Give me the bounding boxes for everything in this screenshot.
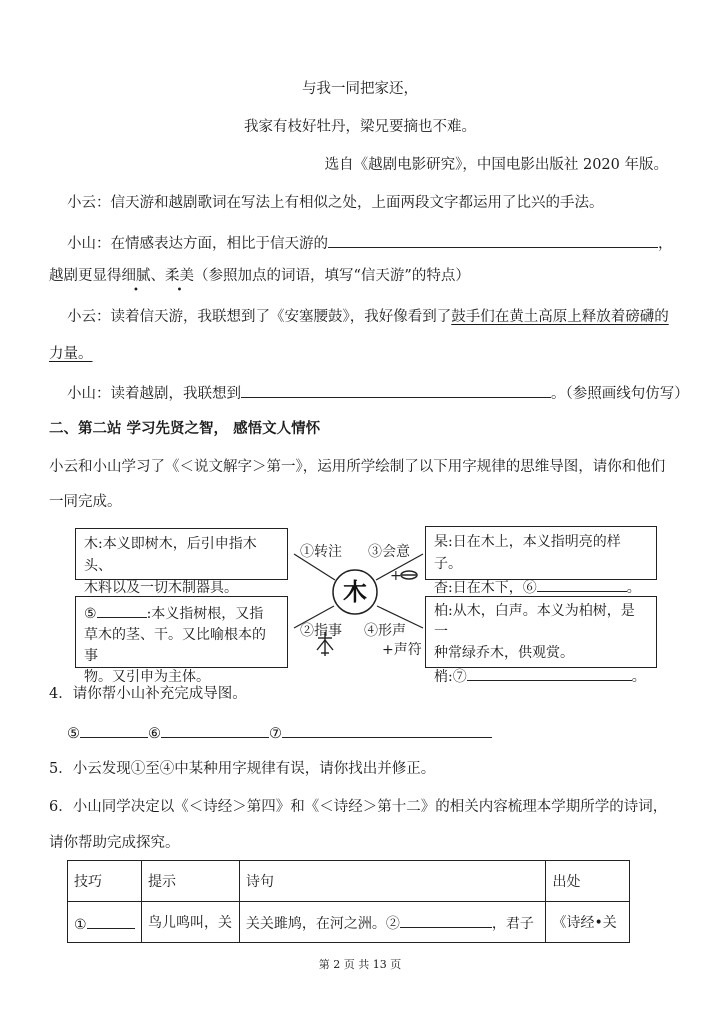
mindmap-box-ben [75,596,288,685]
ancient-ben-glyph-left [317,640,325,650]
mindmap-box-mu [75,528,288,596]
header-source: 出处 [546,861,630,902]
box-bai-line-3 [434,664,648,688]
label-xingsheng: ④形声 [364,623,406,639]
cell-technique [68,902,142,943]
label-huiyi: ③会意 [368,544,410,560]
dialog-line-1: 小云：信天游和越剧歌词在写法上有相似之处，上面两段文字都运用了比兴的手法。 [67,195,604,211]
mindmap-box-bai [425,596,657,685]
poem-line-1: 与我一同把家还， [302,81,418,97]
dotted-word-2: 柔美 [165,268,194,284]
poem-source: 选自《越剧电影研究》，中国电影出版社 2020 年版。 [324,157,668,173]
dialog-line-3 [49,266,470,286]
dialog-line-2-end: ， [658,236,673,252]
cell-hint: 鸟儿鸣叫，关 [141,902,239,943]
box-bai-line-1: 柏:从木，白声。本义为柏树，是一 [434,603,635,640]
question-4: 4．请你帮小山补充完成导图。 [49,686,247,702]
blank-technique-1[interactable] [87,912,135,929]
q4-label-6: ⑥ [148,726,161,742]
q4-label-7: ⑦ [269,726,282,742]
dialog-line-2-text: 小山：在情感表达方面，相比于信天游的 [67,236,328,252]
question-6-line-2: 请你帮助完成探究。 [49,835,180,851]
section-2-intro-2: 一同完成。 [49,494,122,510]
dialog-line-3-sep: 、 [150,268,165,284]
center-glyph: 木 [343,577,367,606]
box-gao-line-2-text: 杳:日在木下，⑥ [434,580,537,596]
dialog-line-2 [67,231,673,254]
blank-6[interactable] [537,575,627,592]
answer-blank-6[interactable] [161,721,269,738]
blank-5[interactable] [97,601,147,618]
dialog-line-5 [67,381,689,404]
question-5: 5．小云发现①至④中某种用字规律有误，请你找出并修正。 [49,761,436,777]
dialog-line-3-post: （参照加点的词语，填写“信天游”的特点） [194,268,470,284]
mindmap-box-gao [425,526,657,596]
question-6-line-1: 6．小山同学决定以《＜诗经＞第四》和《＜诗经＞第十二》的相关内容梳理本学期所学的诗词， [49,799,668,815]
dialog-line-3-pre: 越剧更显得 [49,268,122,284]
header-verse: 诗句 [239,861,546,902]
blank-verse-2[interactable] [400,911,492,928]
answer-blank-5[interactable] [80,721,148,738]
table-row [68,902,630,943]
section-2-intro-1: 小云和小山学习了《＜说文解字＞第一》，运用所学绘制了以下用字规律的思维导图，请你和他们 [49,459,666,475]
label-shengfu: +声符 [382,642,422,658]
poem-line-2: 我家有枝好牡丹，梁兄要摘也不难。 [244,119,476,135]
poetry-table [67,860,630,943]
question-4-answers [67,721,492,744]
header-hint: 提示 [141,861,239,902]
box-ben-line-1-text: :本义指树根，又指 [146,606,264,622]
q4-label-5: ⑤ [67,726,80,742]
plus-sign: + [390,568,402,584]
blank-imitation-sentence[interactable] [241,381,551,398]
cell-verse-end: ，君子 [491,916,534,932]
box-mu-line-1: 木:本义即树木，后引申指木头、 [84,536,257,574]
cell-technique-num: ① [74,916,87,933]
box-bai-line-2: 种常绿乔木，供观赏。 [434,645,574,661]
underlined-sentence-2: 力量。 [49,346,93,362]
dialog-line-5-pre: 小山：读着越剧，我联想到 [67,386,241,402]
header-technique: 技巧 [68,861,142,902]
table-header-row [68,861,630,902]
dialog-line-4-cont [49,344,93,364]
box-bai-line-3-end: 。 [631,669,646,685]
box-gao-line-2-end: 。 [626,580,641,596]
dialog-line-4-pre: 小云：读着信天游，我联想到了《安塞腰鼓》，我好像看到了 [67,309,452,325]
answer-blank-7[interactable] [282,721,492,738]
box-ben-line-1 [84,601,279,625]
underlined-sentence-1: 鼓手们在黄土高原上释放着磅礴的 [451,309,669,325]
box-mu-line-2: 木料以及一切木制器具。 [84,580,238,596]
cell-source: 《诗经•关 [546,902,630,943]
label-zhuanzhu: ①转注 [300,544,342,560]
box-bai-line-3-text: 梢:⑦ [434,669,467,685]
box-ben-line-3: 物。又引申为主体。 [84,669,210,685]
ancient-ben-glyph-right [325,640,333,650]
cell-verse-text: 关关雎鸠，在河之洲。② [245,916,400,932]
section-2-heading: 二、第二站 学习先贤之智， 感悟文人情怀 [49,421,321,437]
box-ben-line-2: 草木的茎、干。又比喻根本的事 [84,627,266,664]
dotted-word-1: 细腻 [121,268,151,284]
dialog-line-4 [67,307,669,327]
label-zhishi: ②指事 [300,623,342,639]
cell-verse [239,902,546,943]
dialog-line-5-post: 。（参照画线句仿写） [551,386,689,402]
blank-7[interactable] [467,664,632,681]
blank-xintianyou-feature[interactable] [328,231,658,248]
page-footer: 第 2 页 共 13 页 [318,958,402,971]
box-ben-num: ⑤ [84,606,97,622]
box-gao-line-1: 杲:日在木上，本义指明亮的样子。 [434,534,621,572]
